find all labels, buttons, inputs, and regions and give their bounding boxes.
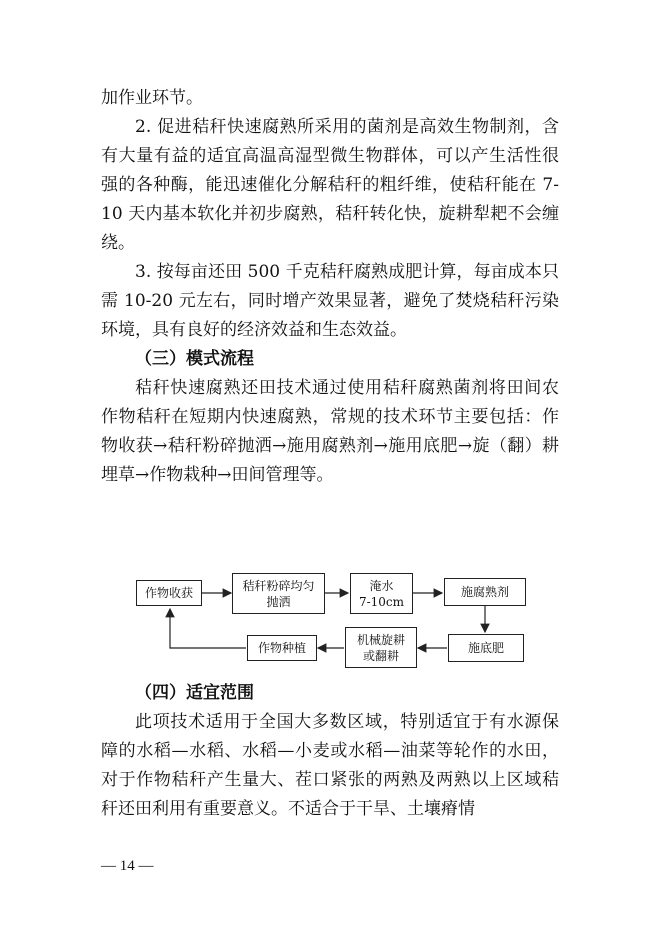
flow-box-harvest [136, 580, 202, 606]
flow-label-harvest: 作物收获 [144, 586, 193, 600]
paragraph-continuation: 加作业环节。 [101, 88, 203, 108]
paragraph-point-3: 3. 按每亩还田 500 千克秸秆腐熟成肥计算，每亩成本只需 10-20 元左右，同时增产效果显著，避免了焚烧秸秆污染环境，具有良好的经济效益和生态效益。 [101, 262, 559, 340]
flow-label-till-1: 机械旋耕 [356, 632, 405, 647]
paragraph-section-3: 秸秆快速腐熟还田技术通过使用秸秆腐熟菌剂将田间农作物秸秆在短期内快速腐熟，常规的技术环节主要包括：作物收获→秸秆粉碎抛洒→施用腐熟剂→施用底肥→旋（翻）耕埋草→作物栽种→田间管理等。 [101, 378, 559, 485]
arrow-planting-harvest [170, 609, 246, 648]
flow-label-crush-1: 秸秆粉碎均匀 [242, 578, 315, 593]
text-block-top [101, 84, 559, 490]
flow-box-planting [247, 635, 317, 661]
paragraph-section-4: 此项技术适用于全国大多数区域，特别适宜于有水源保障的水稻—水稻、水稻—小麦或水稻—油菜等轮作的水田，对于作物秸秆产生量大、茬口紧张的两熟及两熟以上区域秸秆还田利用有重要意义。不适合于干旱、土壤瘠情 [101, 712, 559, 819]
flow-label-decomposer: 施腐熟剂 [460, 585, 509, 599]
flow-label-flood-2: 7-10cm [358, 594, 405, 609]
flow-label-base-fertilizer: 施底肥 [467, 641, 504, 655]
flow-box-decomposer [444, 578, 526, 606]
flow-label-flood-1: 淹水 [369, 578, 394, 593]
section-heading-4: （四）适宜范围 [135, 683, 254, 703]
flow-label-planting: 作物种植 [257, 641, 306, 655]
flow-box-crush [232, 573, 325, 614]
page-number: — 14 — [101, 858, 154, 874]
flow-box-base-fertilizer [448, 634, 524, 662]
flow-box-tillage [345, 627, 417, 668]
flow-box-flood [350, 573, 413, 614]
text-block-bottom [101, 679, 559, 824]
flow-label-crush-2: 抛洒 [266, 594, 291, 609]
flow-label-till-2: 或翻耕 [362, 648, 399, 663]
section-heading-3: （三）模式流程 [135, 349, 254, 369]
paragraph-point-2: 2. 促进秸秆快速腐熟所采用的菌剂是高效生物制剂，含有大量有益的适宜高温高湿型微生物群体，可以产生活性很强的各种酶，能迅速催化分解秸秆的粗纤维，使秸秆能在 7-10 天内基本软化并初步腐熟，秸秆转化快，旋耕犁耙不会缠绕。 [101, 117, 559, 253]
